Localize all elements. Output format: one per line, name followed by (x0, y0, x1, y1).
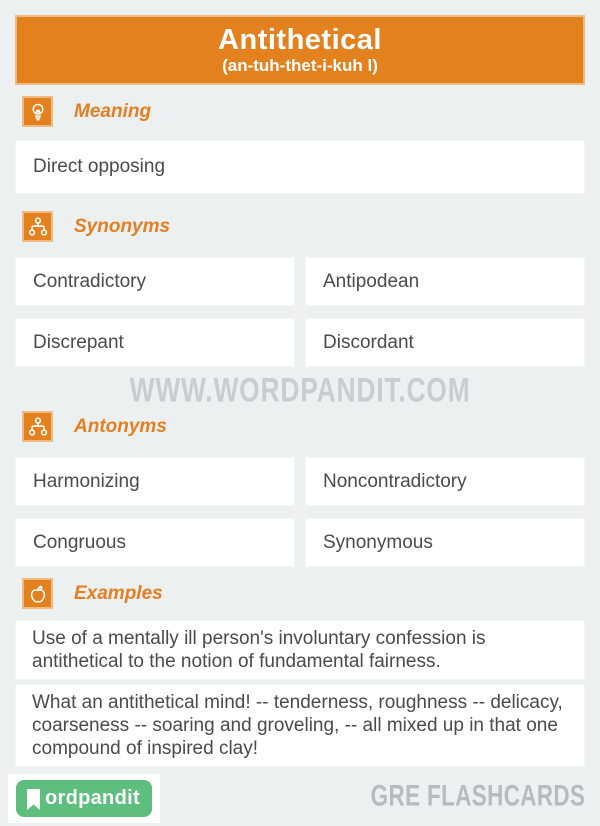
synonyms-grid (15, 257, 585, 367)
meaning-text: Direct opposing (15, 140, 585, 194)
watermark-text: WWW.WORDPANDIT.COM (129, 370, 471, 409)
synonym-item: Contradictory (15, 257, 295, 306)
card-header (15, 15, 585, 85)
antonym-item: Harmonizing (15, 457, 295, 506)
antonyms-section-label: Antonyms (74, 415, 167, 437)
synonym-item: Discrepant (15, 318, 295, 367)
lightbulb-icon (22, 96, 53, 127)
watermark (15, 369, 585, 411)
card-footer (15, 771, 585, 826)
meaning-section-label: Meaning (74, 100, 152, 122)
synonyms-section-header (22, 211, 585, 242)
gre-flashcards-label: GRE FLASHCARDS (370, 779, 585, 812)
example-item: Use of a mentally ill person's involuntary confession is antithetical to the notion of fundamental fairness. (15, 620, 585, 680)
meaning-section-header (22, 96, 585, 127)
antonym-item: Noncontradictory (305, 457, 585, 506)
apple-icon (22, 578, 53, 609)
antonyms-grid (15, 457, 585, 567)
ribbon-bookmark-icon (24, 788, 44, 814)
antonyms-section-header (22, 411, 585, 442)
synonym-item: Antipodean (305, 257, 585, 306)
examples-section-label: Examples (74, 582, 163, 604)
brand-logo (8, 774, 160, 823)
examples-section-header (22, 578, 585, 609)
word-title: Antithetical (218, 24, 382, 56)
synonym-item: Discordant (305, 318, 585, 367)
synonyms-section-label: Synonyms (74, 215, 171, 237)
logo-text: ordpandit (45, 786, 140, 809)
sitemap-icon (22, 211, 53, 242)
example-item: What an antithetical mind! -- tenderness, roughness -- delicacy, coarseness -- soaring and groveling, -- all mixed up in that one compound of inspired clay! (15, 684, 585, 767)
wordpandit-logo-pill (16, 780, 152, 817)
antonym-item: Synonymous (305, 518, 585, 567)
antonym-item: Congruous (15, 518, 295, 567)
pronunciation: (an-tuh-thet-i-kuh l) (222, 56, 378, 75)
sitemap-icon (22, 411, 53, 442)
